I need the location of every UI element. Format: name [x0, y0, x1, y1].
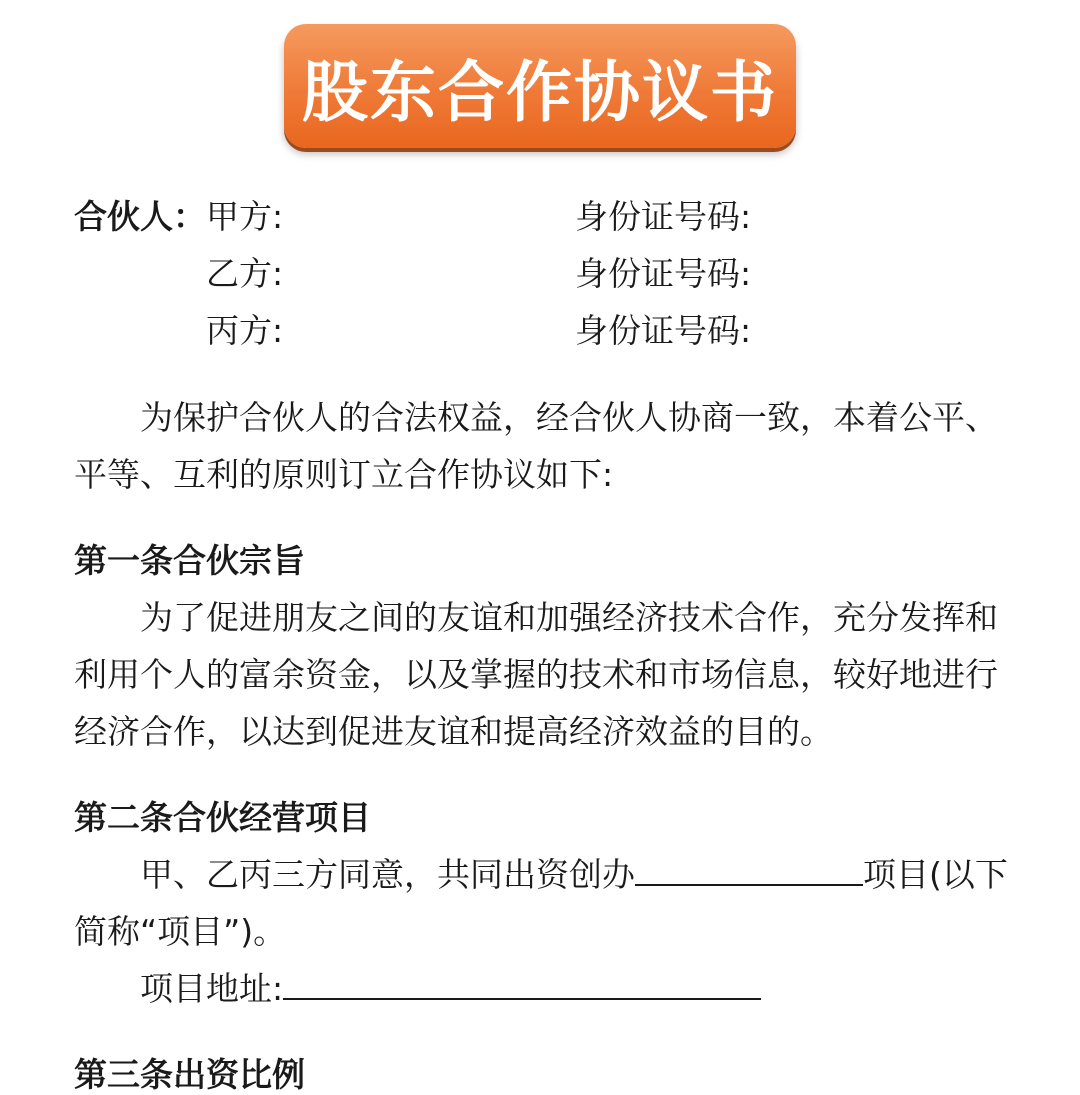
title-banner — [284, 24, 796, 148]
party-c-id-label: 身份证号码: — [575, 311, 752, 350]
preamble-line-1: 为保护合伙人的合法权益，经合伙人协商一致，本着公平、 — [140, 398, 998, 437]
project-address-label: 项目地址: — [140, 969, 284, 1008]
article-2-heading: 第二条合伙经营项目 — [74, 798, 371, 837]
document-title: 股东合作协议书 — [302, 53, 778, 131]
article-2-line-1-before: 甲、乙丙三方同意，共同出资创办 — [140, 855, 635, 894]
party-a-label: 甲方: — [206, 197, 284, 236]
article-1-line-2: 利用个人的富余资金，以及掌握的技术和市场信息，较好地进行 — [74, 655, 998, 694]
article-1-heading: 第一条合伙宗旨 — [74, 541, 305, 580]
article-2-line-2: 简称“项目”)。 — [74, 912, 287, 951]
party-c-label: 丙方: — [206, 311, 284, 350]
project-address-blank[interactable] — [283, 970, 761, 1000]
article-3-heading: 第三条出资比例 — [74, 1055, 305, 1094]
article-1-line-3: 经济合作，以达到促进友谊和提高经济效益的目的。 — [74, 712, 833, 751]
article-2-line-1-after: 项目(以下 — [863, 855, 1008, 894]
project-name-blank[interactable] — [635, 856, 863, 886]
project-address-line — [74, 969, 1014, 1009]
party-b-label: 乙方: — [206, 254, 284, 293]
article-2-line-1 — [74, 855, 1014, 895]
party-a-id-label: 身份证号码: — [575, 197, 752, 236]
partners-label: 合伙人： — [74, 197, 206, 236]
article-1-line-1: 为了促进朋友之间的友谊和加强经济技术合作，充分发挥和 — [140, 598, 998, 637]
party-b-id-label: 身份证号码: — [575, 254, 752, 293]
preamble-line-2: 平等、互利的原则订立合作协议如下: — [74, 455, 614, 494]
